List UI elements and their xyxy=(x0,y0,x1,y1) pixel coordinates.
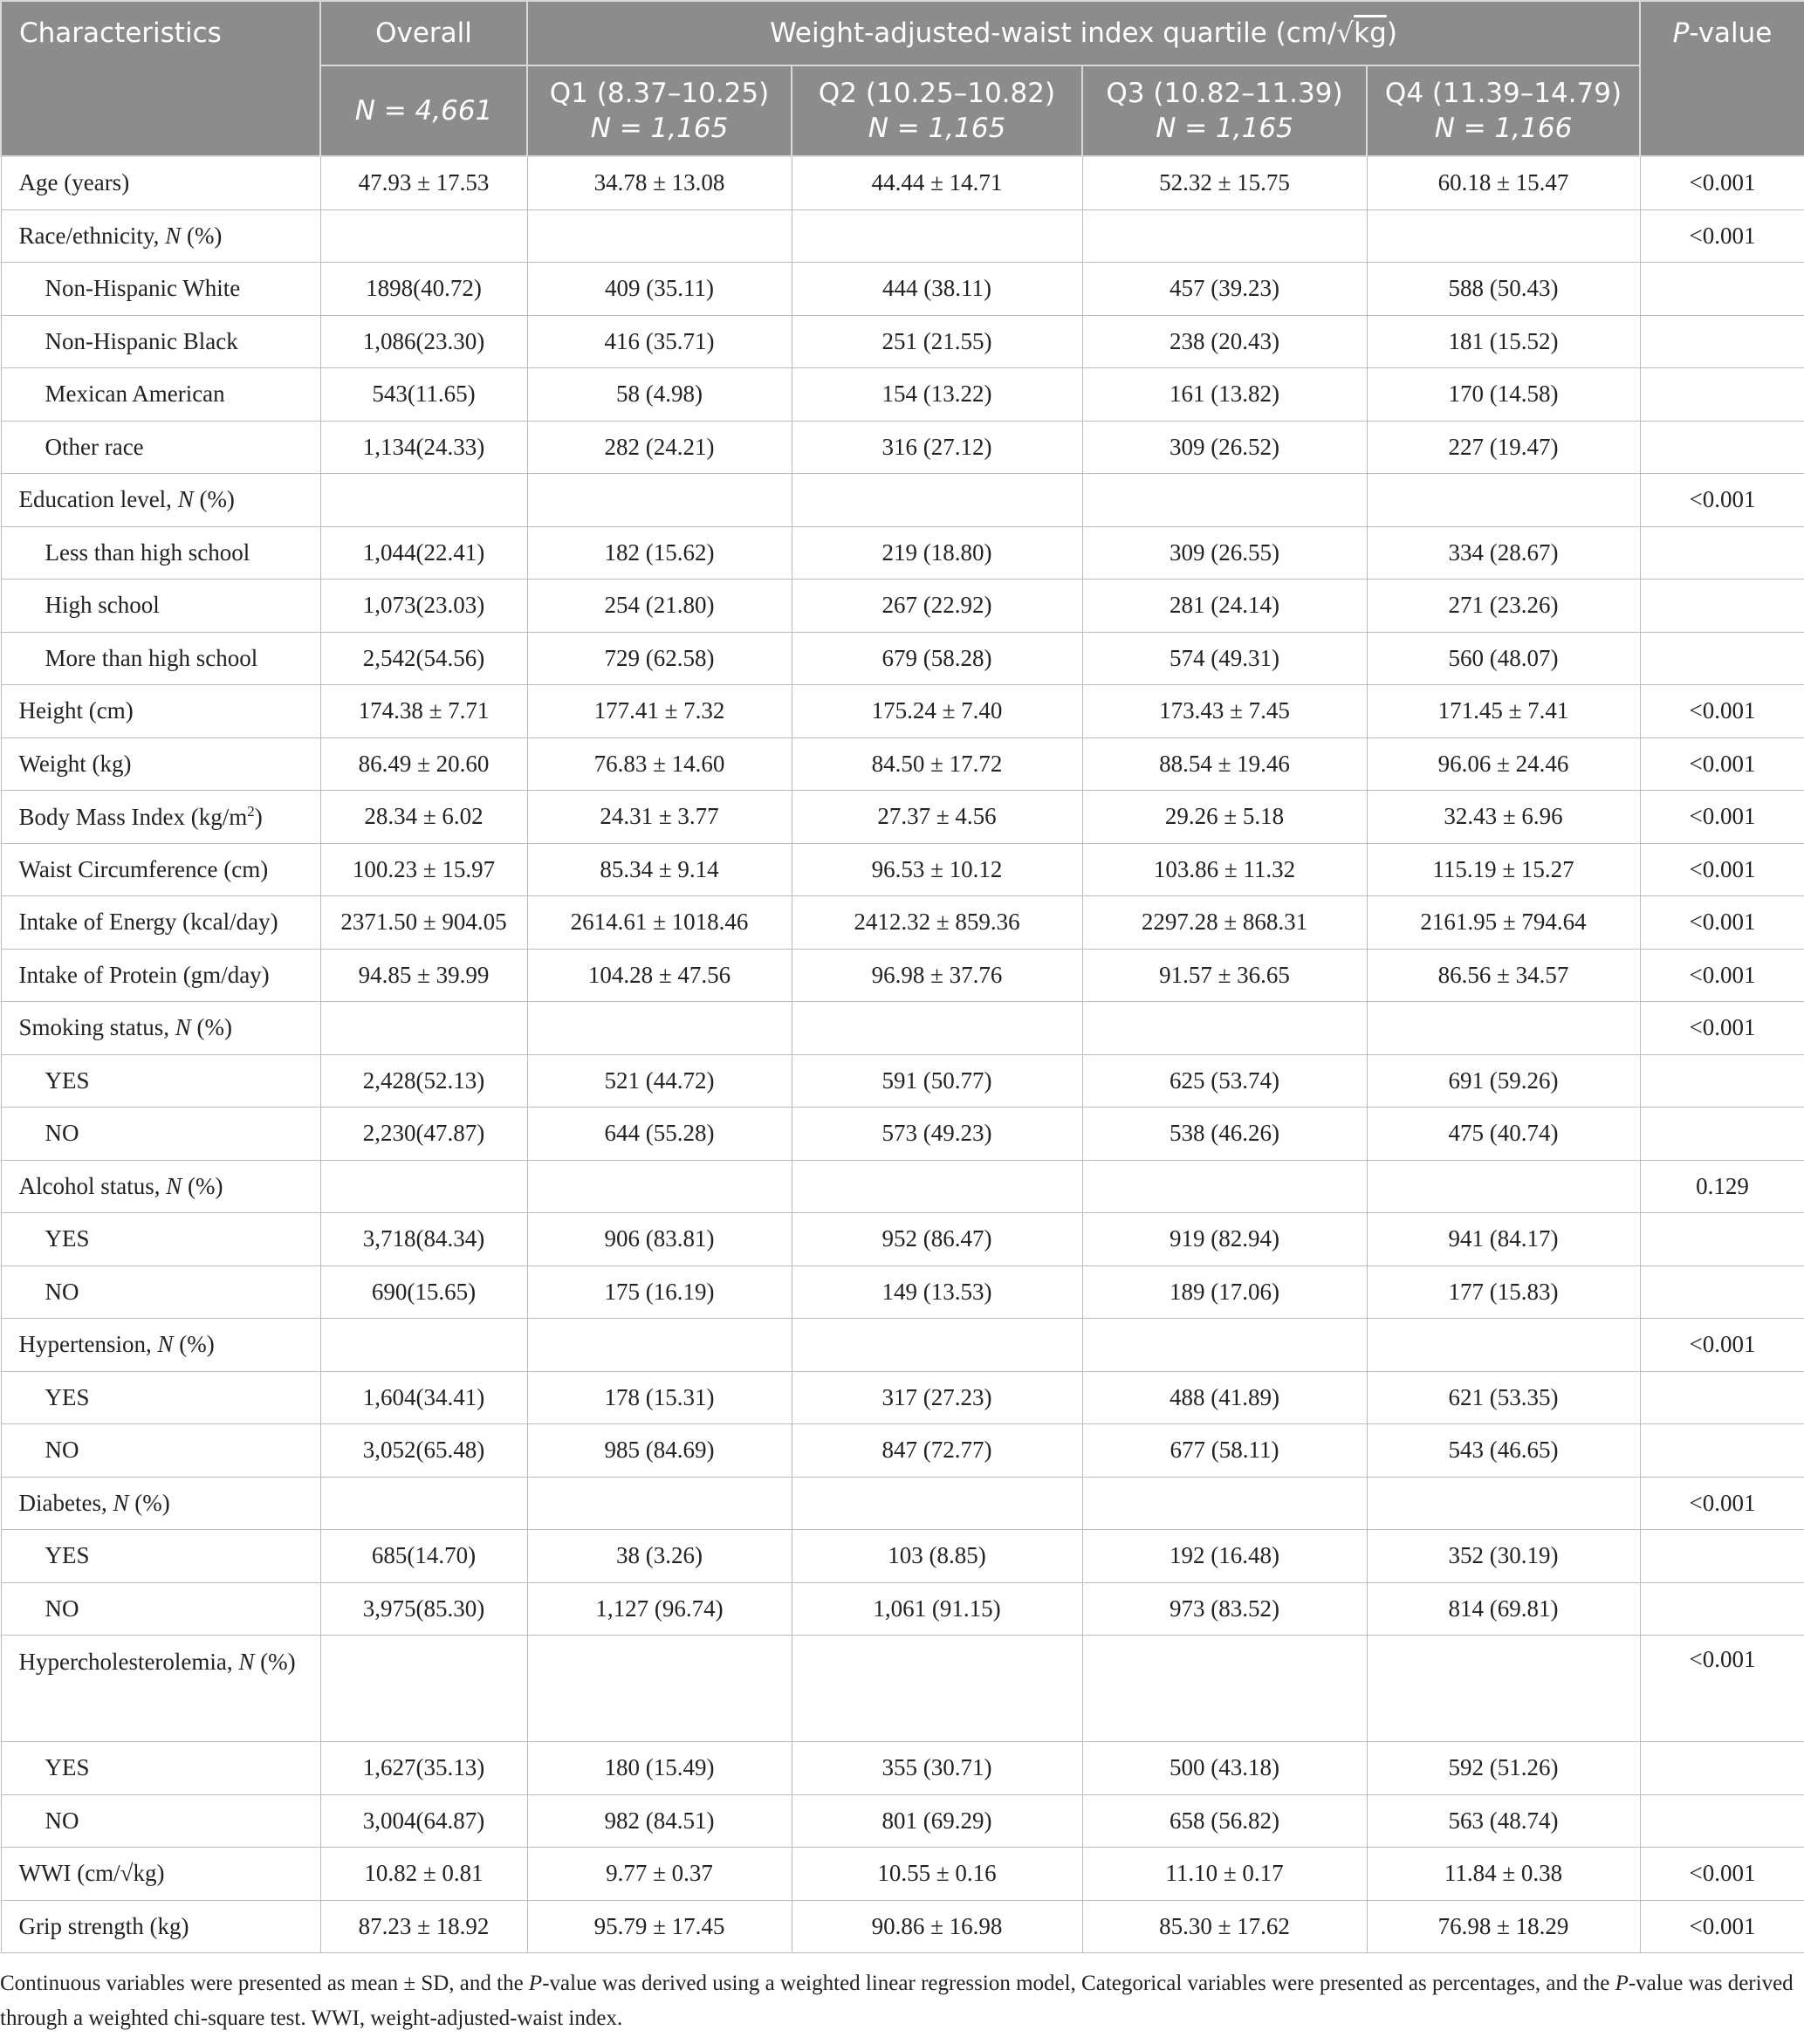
cell-q4: 177 (15.83) xyxy=(1367,1265,1640,1319)
cell-q4 xyxy=(1367,474,1640,527)
cell-q4: 563 (48.74) xyxy=(1367,1794,1640,1848)
header-q3 xyxy=(1082,65,1367,156)
cell-q1: 58 (4.98) xyxy=(527,368,792,422)
cell-overall: 2371.50 ± 904.05 xyxy=(320,896,527,950)
cell-q2: 251 (21.55) xyxy=(792,315,1082,368)
cell-q1: 180 (15.49) xyxy=(527,1742,792,1795)
table-row xyxy=(1,1213,1804,1266)
row-label: Mexican American xyxy=(1,368,320,422)
table-row xyxy=(1,632,1804,685)
cell-overall: 47.93 ± 17.53 xyxy=(320,156,527,209)
cell-q4: 588 (50.43) xyxy=(1367,263,1640,316)
cell-overall: 1898(40.72) xyxy=(320,263,527,316)
header-group-title-text: Weight-adjusted-waist index quartile (cm/ xyxy=(770,17,1337,49)
cell-p xyxy=(1640,263,1804,316)
header-pvalue-p: P xyxy=(1672,17,1690,49)
cell-q4: 475 (40.74) xyxy=(1367,1108,1640,1161)
cell-q3: 52.32 ± 15.75 xyxy=(1082,156,1367,209)
cell-q3 xyxy=(1082,474,1367,527)
cell-q1: 182 (15.62) xyxy=(527,526,792,580)
cell-q4: 691 (59.26) xyxy=(1367,1054,1640,1108)
cell-overall: 2,542(54.56) xyxy=(320,632,527,685)
header-overall-n: N = 4,661 xyxy=(320,65,527,156)
cell-p: <0.001 xyxy=(1640,791,1804,844)
row-label: Waist Circumference (cm) xyxy=(1,843,320,896)
table-row xyxy=(1,1582,1804,1636)
table-row xyxy=(1,1265,1804,1319)
cell-q2 xyxy=(792,1636,1082,1742)
cell-overall: 2,230(47.87) xyxy=(320,1108,527,1161)
row-label: NO xyxy=(1,1108,320,1161)
cell-overall: 3,975(85.30) xyxy=(320,1582,527,1636)
cell-p: <0.001 xyxy=(1640,1002,1804,1055)
cell-p: 0.129 xyxy=(1640,1160,1804,1213)
cell-q4: 941 (84.17) xyxy=(1367,1213,1640,1266)
cell-p: <0.001 xyxy=(1640,737,1804,791)
cell-q2 xyxy=(792,1319,1082,1372)
cell-q2: 679 (58.28) xyxy=(792,632,1082,685)
cell-q4: 352 (30.19) xyxy=(1367,1530,1640,1583)
cell-overall xyxy=(320,474,527,527)
header-pvalue xyxy=(1640,1,1804,156)
cell-p xyxy=(1640,1054,1804,1108)
cell-overall xyxy=(320,209,527,263)
sqrt-icon: √ xyxy=(1336,17,1355,49)
cell-q1: 175 (16.19) xyxy=(527,1265,792,1319)
cell-q1: 644 (55.28) xyxy=(527,1108,792,1161)
cell-p xyxy=(1640,1108,1804,1161)
cell-overall: 87.23 ± 18.92 xyxy=(320,1900,527,1953)
row-label: Age (years) xyxy=(1,156,320,209)
cell-q3: 173.43 ± 7.45 xyxy=(1082,685,1367,738)
row-label: NO xyxy=(1,1794,320,1848)
cell-overall xyxy=(320,1477,527,1530)
cell-q3: 919 (82.94) xyxy=(1082,1213,1367,1266)
row-label: More than high school xyxy=(1,632,320,685)
cell-overall xyxy=(320,1002,527,1055)
cell-p: <0.001 xyxy=(1640,1477,1804,1530)
row-label: Intake of Protein (gm/day) xyxy=(1,949,320,1002)
row-label: NO xyxy=(1,1424,320,1478)
radicand-kg: kg xyxy=(1354,17,1387,49)
cell-q2: 316 (27.12) xyxy=(792,421,1082,474)
table-row xyxy=(1,1900,1804,1953)
cell-q1 xyxy=(527,1002,792,1055)
cell-q2: 267 (22.92) xyxy=(792,580,1082,633)
cell-q1: 95.79 ± 17.45 xyxy=(527,1900,792,1953)
cell-q4: 334 (28.67) xyxy=(1367,526,1640,580)
cell-q2: 84.50 ± 17.72 xyxy=(792,737,1082,791)
cell-q4: 621 (53.35) xyxy=(1367,1371,1640,1424)
row-label: YES xyxy=(1,1213,320,1266)
cell-q1 xyxy=(527,1477,792,1530)
cell-q1: 282 (24.21) xyxy=(527,421,792,474)
cell-q3: 11.10 ± 0.17 xyxy=(1082,1848,1367,1901)
cell-q2: 175.24 ± 7.40 xyxy=(792,685,1082,738)
cell-q1: 409 (35.11) xyxy=(527,263,792,316)
row-label: YES xyxy=(1,1742,320,1795)
cell-q2: 27.37 ± 4.56 xyxy=(792,791,1082,844)
cell-q2: 801 (69.29) xyxy=(792,1794,1082,1848)
cell-p xyxy=(1640,1265,1804,1319)
cell-p: <0.001 xyxy=(1640,1900,1804,1953)
cell-q3 xyxy=(1082,1319,1367,1372)
cell-q4: 560 (48.07) xyxy=(1367,632,1640,685)
row-label: NO xyxy=(1,1265,320,1319)
cell-q3 xyxy=(1082,1002,1367,1055)
cell-p: <0.001 xyxy=(1640,896,1804,950)
table-row xyxy=(1,1002,1804,1055)
cell-overall: 690(15.65) xyxy=(320,1265,527,1319)
cell-q4: 96.06 ± 24.46 xyxy=(1367,737,1640,791)
table-row xyxy=(1,1108,1804,1161)
cell-q2: 952 (86.47) xyxy=(792,1213,1082,1266)
cell-q3 xyxy=(1082,209,1367,263)
cell-p xyxy=(1640,1530,1804,1583)
table-row xyxy=(1,685,1804,738)
cell-q1: 906 (83.81) xyxy=(527,1213,792,1266)
cell-q1: 85.34 ± 9.14 xyxy=(527,843,792,896)
sqrt-kg-radical xyxy=(1336,16,1386,51)
cell-overall: 2,428(52.13) xyxy=(320,1054,527,1108)
table-row xyxy=(1,1160,1804,1213)
cell-overall: 100.23 ± 15.97 xyxy=(320,843,527,896)
cell-q2: 355 (30.71) xyxy=(792,1742,1082,1795)
row-label: Less than high school xyxy=(1,526,320,580)
table-row xyxy=(1,263,1804,316)
cell-overall: 174.38 ± 7.71 xyxy=(320,685,527,738)
cell-overall: 1,134(24.33) xyxy=(320,421,527,474)
cell-p: <0.001 xyxy=(1640,209,1804,263)
cell-p: <0.001 xyxy=(1640,685,1804,738)
cell-q2: 317 (27.23) xyxy=(792,1371,1082,1424)
header-q2-label: Q2 (10.25–10.82) xyxy=(818,78,1056,109)
row-label: Alcohol status, N (%) xyxy=(1,1160,320,1213)
cell-q1: 178 (15.31) xyxy=(527,1371,792,1424)
cell-q2 xyxy=(792,209,1082,263)
cell-q4: 592 (51.26) xyxy=(1367,1742,1640,1795)
cell-q1 xyxy=(527,1636,792,1742)
row-label: Race/ethnicity, N (%) xyxy=(1,209,320,263)
header-q3-label: Q3 (10.82–11.39) xyxy=(1106,78,1343,109)
header-pvalue-rest: -value xyxy=(1689,17,1773,49)
cell-overall: 1,604(34.41) xyxy=(320,1371,527,1424)
cell-q1: 76.83 ± 14.60 xyxy=(527,737,792,791)
cell-q4 xyxy=(1367,1636,1640,1742)
table-header xyxy=(1,1,1804,156)
table-row xyxy=(1,1530,1804,1583)
cell-q2: 1,061 (91.15) xyxy=(792,1582,1082,1636)
cell-q4: 2161.95 ± 794.64 xyxy=(1367,896,1640,950)
cell-q2: 44.44 ± 14.71 xyxy=(792,156,1082,209)
cell-q4 xyxy=(1367,1160,1640,1213)
table-row xyxy=(1,1636,1804,1742)
cell-p xyxy=(1640,315,1804,368)
cell-q3: 574 (49.31) xyxy=(1082,632,1367,685)
cell-q3: 677 (58.11) xyxy=(1082,1424,1367,1478)
cell-q1: 985 (84.69) xyxy=(527,1424,792,1478)
cell-overall: 1,073(23.03) xyxy=(320,580,527,633)
cell-q2: 219 (18.80) xyxy=(792,526,1082,580)
table-row xyxy=(1,737,1804,791)
cell-q1: 177.41 ± 7.32 xyxy=(527,685,792,738)
row-label: NO xyxy=(1,1582,320,1636)
header-group-close: ) xyxy=(1386,17,1397,49)
cell-q2: 591 (50.77) xyxy=(792,1054,1082,1108)
cell-q4 xyxy=(1367,1002,1640,1055)
cell-q4: 32.43 ± 6.96 xyxy=(1367,791,1640,844)
cell-q2: 96.98 ± 37.76 xyxy=(792,949,1082,1002)
row-label: Hypertension, N (%) xyxy=(1,1319,320,1372)
cell-overall: 94.85 ± 39.99 xyxy=(320,949,527,1002)
cell-q3: 161 (13.82) xyxy=(1082,368,1367,422)
cell-q1: 38 (3.26) xyxy=(527,1530,792,1583)
cell-overall: 543(11.65) xyxy=(320,368,527,422)
cell-overall: 1,627(35.13) xyxy=(320,1742,527,1795)
table-row xyxy=(1,843,1804,896)
cell-overall: 685(14.70) xyxy=(320,1530,527,1583)
table-row xyxy=(1,580,1804,633)
cell-q4 xyxy=(1367,1477,1640,1530)
cell-p: <0.001 xyxy=(1640,1319,1804,1372)
cell-q1 xyxy=(527,474,792,527)
cell-q3: 88.54 ± 19.46 xyxy=(1082,737,1367,791)
cell-q2: 154 (13.22) xyxy=(792,368,1082,422)
cell-q3: 488 (41.89) xyxy=(1082,1371,1367,1424)
table-row xyxy=(1,1371,1804,1424)
cell-q4: 271 (23.26) xyxy=(1367,580,1640,633)
row-label: Education level, N (%) xyxy=(1,474,320,527)
cell-q2: 444 (38.11) xyxy=(792,263,1082,316)
row-label: Smoking status, N (%) xyxy=(1,1002,320,1055)
cell-q1 xyxy=(527,209,792,263)
cell-q4: 181 (15.52) xyxy=(1367,315,1640,368)
cell-q1 xyxy=(527,1319,792,1372)
row-label: Non-Hispanic White xyxy=(1,263,320,316)
cell-p: <0.001 xyxy=(1640,1848,1804,1901)
cell-overall: 1,086(23.30) xyxy=(320,315,527,368)
cell-p xyxy=(1640,421,1804,474)
cell-q4 xyxy=(1367,1319,1640,1372)
table-row xyxy=(1,156,1804,209)
cell-q2: 90.86 ± 16.98 xyxy=(792,1900,1082,1953)
cell-q2: 96.53 ± 10.12 xyxy=(792,843,1082,896)
cell-overall xyxy=(320,1160,527,1213)
cell-p xyxy=(1640,526,1804,580)
cell-overall: 3,718(84.34) xyxy=(320,1213,527,1266)
cell-q1: 416 (35.71) xyxy=(527,315,792,368)
table-row xyxy=(1,1424,1804,1478)
cell-q3: 309 (26.55) xyxy=(1082,526,1367,580)
cell-q3: 625 (53.74) xyxy=(1082,1054,1367,1108)
table-row xyxy=(1,209,1804,263)
row-label: Diabetes, N (%) xyxy=(1,1477,320,1530)
cell-q1: 24.31 ± 3.77 xyxy=(527,791,792,844)
cell-q3 xyxy=(1082,1477,1367,1530)
cell-q3: 85.30 ± 17.62 xyxy=(1082,1900,1367,1953)
cell-p: <0.001 xyxy=(1640,949,1804,1002)
cell-q2 xyxy=(792,1002,1082,1055)
cell-q3: 658 (56.82) xyxy=(1082,1794,1367,1848)
cell-q2: 10.55 ± 0.16 xyxy=(792,1848,1082,1901)
header-q1-n: N = 1,165 xyxy=(590,113,729,144)
cell-p xyxy=(1640,1794,1804,1848)
row-label: Grip strength (kg) xyxy=(1,1900,320,1953)
cell-p xyxy=(1640,1742,1804,1795)
cell-q3: 2297.28 ± 868.31 xyxy=(1082,896,1367,950)
table-row xyxy=(1,1054,1804,1108)
cell-q2 xyxy=(792,1477,1082,1530)
table-row xyxy=(1,315,1804,368)
cell-overall xyxy=(320,1319,527,1372)
cell-q1: 521 (44.72) xyxy=(527,1054,792,1108)
table-body xyxy=(1,156,1804,1953)
table-row xyxy=(1,1319,1804,1372)
cell-q3 xyxy=(1082,1160,1367,1213)
cell-p xyxy=(1640,368,1804,422)
row-label: Intake of Energy (kcal/day) xyxy=(1,896,320,950)
table-footnote: Continuous variables were presented as mean ± SD, and the P-value was derived using a weighted linear regression model, Categorical variables were presented as percentages, and the P-value was derived through a weighted chi-square test. WWI, weight-adjusted-waist index. xyxy=(0,1972,1794,2030)
cell-overall: 10.82 ± 0.81 xyxy=(320,1848,527,1901)
cell-q1: 34.78 ± 13.08 xyxy=(527,156,792,209)
cell-q1: 982 (84.51) xyxy=(527,1794,792,1848)
cell-p xyxy=(1640,632,1804,685)
cell-q4 xyxy=(1367,209,1640,263)
cell-q2: 847 (72.77) xyxy=(792,1424,1082,1478)
header-q4-label: Q4 (11.39–14.79) xyxy=(1384,78,1622,109)
cell-q2: 573 (49.23) xyxy=(792,1108,1082,1161)
row-label: YES xyxy=(1,1054,320,1108)
row-label: YES xyxy=(1,1530,320,1583)
cell-overall xyxy=(320,1636,527,1742)
header-q2-n: N = 1,165 xyxy=(868,113,1006,144)
header-q3-n: N = 1,165 xyxy=(1156,113,1293,144)
cell-q3: 538 (46.26) xyxy=(1082,1108,1367,1161)
cell-q3: 189 (17.06) xyxy=(1082,1265,1367,1319)
cell-p xyxy=(1640,1582,1804,1636)
cell-q3: 457 (39.23) xyxy=(1082,263,1367,316)
cell-q3: 281 (24.14) xyxy=(1082,580,1367,633)
cell-q3: 309 (26.52) xyxy=(1082,421,1367,474)
cell-q2 xyxy=(792,1160,1082,1213)
cell-p xyxy=(1640,1213,1804,1266)
cell-q1: 9.77 ± 0.37 xyxy=(527,1848,792,1901)
row-label: WWI (cm/√kg) xyxy=(1,1848,320,1901)
table-row xyxy=(1,474,1804,527)
cell-q2: 2412.32 ± 859.36 xyxy=(792,896,1082,950)
table-row xyxy=(1,1848,1804,1901)
cell-q1 xyxy=(527,1160,792,1213)
cell-overall: 28.34 ± 6.02 xyxy=(320,791,527,844)
cell-q4: 115.19 ± 15.27 xyxy=(1367,843,1640,896)
table-row xyxy=(1,1794,1804,1848)
cell-q3: 500 (43.18) xyxy=(1082,1742,1367,1795)
header-q2 xyxy=(792,65,1082,156)
cell-q4: 170 (14.58) xyxy=(1367,368,1640,422)
table-row xyxy=(1,368,1804,422)
header-characteristics: Characteristics xyxy=(1,1,320,156)
cell-q4: 76.98 ± 18.29 xyxy=(1367,1900,1640,1953)
header-group-title xyxy=(527,1,1640,65)
cell-q4: 86.56 ± 34.57 xyxy=(1367,949,1640,1002)
header-row-1 xyxy=(1,1,1804,65)
cell-q4: 814 (69.81) xyxy=(1367,1582,1640,1636)
row-label: YES xyxy=(1,1371,320,1424)
cell-p xyxy=(1640,1424,1804,1478)
cell-p: <0.001 xyxy=(1640,474,1804,527)
table-row xyxy=(1,949,1804,1002)
cell-overall: 3,052(65.48) xyxy=(320,1424,527,1478)
row-label: High school xyxy=(1,580,320,633)
row-label: Height (cm) xyxy=(1,685,320,738)
cell-q3 xyxy=(1082,1636,1367,1742)
cell-q4: 227 (19.47) xyxy=(1367,421,1640,474)
cell-q1: 254 (21.80) xyxy=(527,580,792,633)
cell-q4: 11.84 ± 0.38 xyxy=(1367,1848,1640,1901)
cell-q1: 729 (62.58) xyxy=(527,632,792,685)
table-row xyxy=(1,526,1804,580)
table-row xyxy=(1,421,1804,474)
cell-q3: 91.57 ± 36.65 xyxy=(1082,949,1367,1002)
row-label: Hypercholesterolemia, N (%) xyxy=(1,1636,320,1742)
cell-q2: 103 (8.85) xyxy=(792,1530,1082,1583)
cell-q2 xyxy=(792,474,1082,527)
table-row xyxy=(1,1742,1804,1795)
cell-q3: 103.86 ± 11.32 xyxy=(1082,843,1367,896)
cell-q4: 60.18 ± 15.47 xyxy=(1367,156,1640,209)
header-q4-n: N = 1,166 xyxy=(1434,113,1573,144)
cell-q3: 973 (83.52) xyxy=(1082,1582,1367,1636)
table-row xyxy=(1,1477,1804,1530)
cell-overall: 3,004(64.87) xyxy=(320,1794,527,1848)
header-q4 xyxy=(1367,65,1640,156)
cell-q3: 192 (16.48) xyxy=(1082,1530,1367,1583)
cell-q1: 104.28 ± 47.56 xyxy=(527,949,792,1002)
table-row xyxy=(1,896,1804,950)
table-row xyxy=(1,791,1804,844)
header-overall: Overall xyxy=(320,1,527,65)
cell-p: <0.001 xyxy=(1640,156,1804,209)
cell-q2: 149 (13.53) xyxy=(792,1265,1082,1319)
cell-p xyxy=(1640,580,1804,633)
cell-q3: 238 (20.43) xyxy=(1082,315,1367,368)
cell-overall: 1,044(22.41) xyxy=(320,526,527,580)
header-q1-label: Q1 (8.37–10.25) xyxy=(549,78,770,109)
cell-overall: 86.49 ± 20.60 xyxy=(320,737,527,791)
cell-q1: 2614.61 ± 1018.46 xyxy=(527,896,792,950)
cell-p: <0.001 xyxy=(1640,843,1804,896)
header-q1 xyxy=(527,65,792,156)
row-label: Body Mass Index $(kg/m^2)$ xyxy=(1,791,320,844)
row-label: Weight (kg) xyxy=(1,737,320,791)
row-label: Non-Hispanic Black xyxy=(1,315,320,368)
cell-p xyxy=(1640,1371,1804,1424)
cell-q1: 1,127 (96.74) xyxy=(527,1582,792,1636)
cell-q4: 543 (46.65) xyxy=(1367,1424,1640,1478)
cell-p: <0.001 xyxy=(1640,1636,1804,1742)
cell-q4: 171.45 ± 7.41 xyxy=(1367,685,1640,738)
cell-q3: 29.26 ± 5.18 xyxy=(1082,791,1367,844)
row-label: Other race xyxy=(1,421,320,474)
